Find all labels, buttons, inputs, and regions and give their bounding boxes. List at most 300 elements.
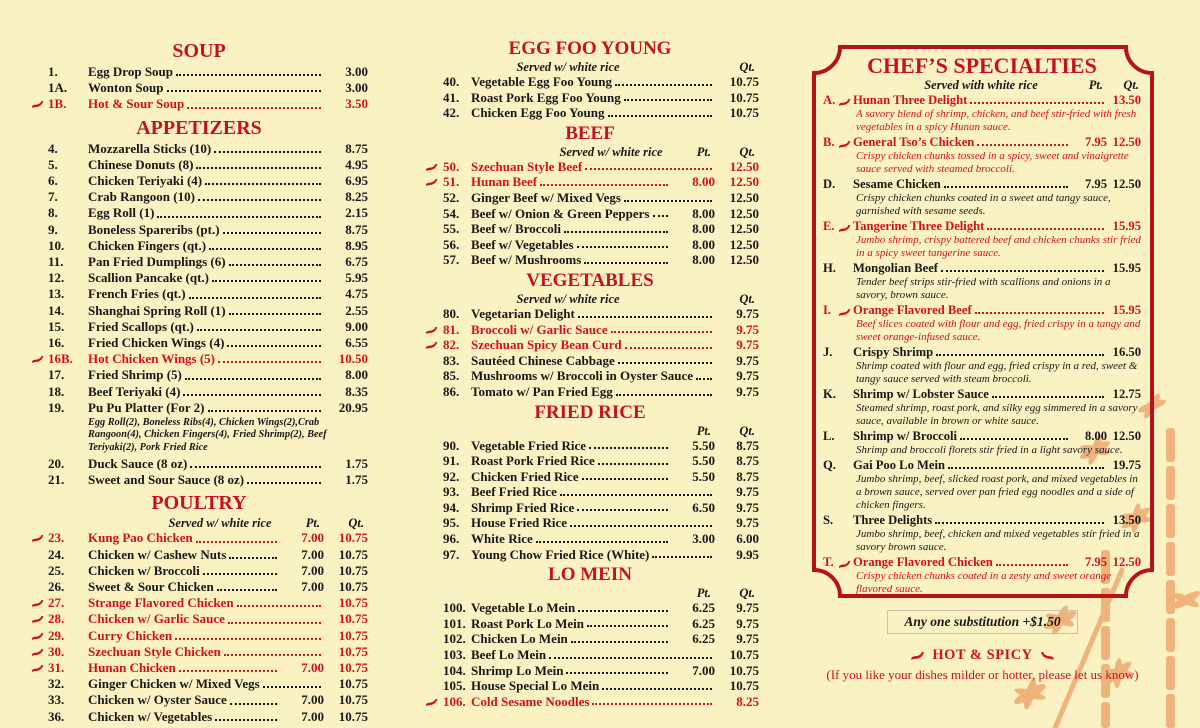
item-price-quart: 12.50: [729, 189, 759, 205]
item-price-quart: 5.95: [345, 270, 368, 286]
item-price-quart: 13.50: [1112, 513, 1141, 528]
spicy-marker-slot: [838, 348, 853, 360]
item-letter: B.: [823, 135, 835, 150]
item-number: 100.: [443, 600, 466, 616]
dotted-leader: [189, 297, 321, 299]
menu-item: [421, 616, 759, 632]
item-number: 105.: [443, 678, 466, 694]
specialty-item: [823, 303, 1141, 318]
menu-item: [30, 157, 368, 173]
menu-item: [421, 469, 759, 485]
price-column-header: Qt.: [739, 291, 755, 306]
dotted-leader: [215, 719, 277, 721]
item-name: Chicken Teriyaki (4): [88, 173, 203, 189]
item-price-quart: 10.75: [338, 578, 368, 594]
menu-item: [30, 335, 368, 351]
menu-item: [421, 694, 759, 710]
dotted-leader: [611, 331, 712, 333]
item-number: 20.: [48, 455, 65, 471]
menu-item: [30, 644, 368, 660]
item-number: 19.: [48, 399, 65, 415]
item-number: 28.: [48, 611, 65, 627]
dotted-leader: [223, 232, 321, 234]
dotted-leader: [589, 447, 668, 449]
item-number: 23.: [48, 530, 65, 546]
menu-item: [421, 90, 759, 106]
item-name: Gai Poo Lo Mein: [853, 458, 945, 473]
dotted-leader: [263, 686, 321, 688]
chili-pepper-icon: [31, 648, 45, 657]
item-name: Vegetable Egg Foo Young: [471, 74, 612, 89]
item-price-pint: 7.95: [1084, 177, 1107, 192]
chefs-specialties-panel: [812, 45, 1154, 598]
item-name: General Tso’s Chicken: [853, 135, 975, 150]
item-number: 102.: [443, 631, 466, 647]
item-price-quart: 1.75: [345, 472, 368, 488]
item-name: Sesame Chicken: [853, 177, 941, 192]
dotted-leader: [996, 564, 1068, 566]
item-price-quart: 10.75: [338, 708, 368, 724]
item-number: 9.: [48, 221, 58, 237]
menu-item: [30, 579, 368, 595]
dotted-leader: [196, 541, 277, 543]
item-name: Szechuan Style Chicken: [88, 643, 221, 659]
item-number: 5.: [48, 156, 58, 172]
item-price-quart: 15.95: [1112, 261, 1141, 276]
item-price-quart: 6.75: [345, 254, 368, 270]
item-name: Hunan Chicken: [88, 659, 176, 675]
section-title: BEEF: [565, 122, 615, 144]
item-number: 90.: [443, 437, 460, 453]
menu-item: [421, 174, 759, 190]
price-column-header: Pt.: [696, 144, 711, 159]
item-price-quart: 8.75: [736, 453, 759, 469]
dotted-leader: [977, 144, 1068, 146]
item-number: 52.: [443, 189, 460, 205]
item-letter: K.: [823, 387, 836, 402]
menu-item: [30, 628, 368, 644]
menu-item: [421, 484, 759, 500]
item-price-pint: 7.95: [1084, 135, 1107, 150]
dotted-leader: [578, 316, 712, 318]
menu-item: [421, 600, 759, 616]
chili-pepper-icon: [838, 560, 852, 569]
dotted-leader: [608, 115, 712, 117]
specialties-title: CHEF’S SPECIALTIES: [867, 53, 1097, 78]
item-description: Shrimp coated with flour and egg, fried crispy in a red, sweet & tangy sauce served with steam broccoli.: [856, 360, 1138, 386]
item-number: 55.: [443, 221, 460, 237]
item-number: 92.: [443, 468, 460, 484]
item-name: Tomato w/ Pan Fried Egg: [471, 383, 613, 399]
menu-column-left: [30, 0, 368, 725]
section-subhead: [421, 424, 759, 438]
menu-item: [421, 221, 759, 237]
menu-item: [30, 660, 368, 676]
section-title: VEGETABLES: [526, 269, 654, 291]
menu-item: [421, 453, 759, 469]
item-number: 14.: [48, 302, 65, 318]
item-price-pint: 8.00: [1084, 429, 1107, 444]
dotted-leader: [229, 557, 277, 559]
item-number: 86.: [443, 383, 460, 399]
item-price-pint: 6.25: [692, 615, 715, 631]
item-name: Egg Roll (1): [88, 205, 155, 221]
dotted-leader: [564, 231, 668, 233]
item-name: Shrimp Lo Mein: [471, 662, 564, 678]
item-number: 40.: [443, 74, 460, 89]
section-title: APPETIZERS: [136, 116, 262, 139]
item-letter: Q.: [823, 458, 836, 473]
chili-pepper-icon: [31, 534, 45, 543]
menu-item: [421, 647, 759, 663]
item-name: Strange Flavored Chicken: [88, 595, 234, 611]
section-title: EGG FOO YOUNG: [508, 38, 672, 59]
dotted-leader: [992, 396, 1104, 398]
item-price-pint: 7.00: [301, 546, 324, 562]
item-number: 85.: [443, 368, 460, 384]
chili-pepper-icon: [910, 651, 926, 661]
item-number: 101.: [443, 615, 466, 631]
dotted-leader: [560, 494, 712, 496]
dotted-leader: [624, 99, 712, 101]
chili-pepper-icon: [425, 326, 439, 335]
item-price-quart: 20.95: [338, 399, 368, 415]
item-price-quart: 9.75: [736, 515, 759, 531]
dotted-leader: [616, 394, 712, 396]
menu-item: [30, 563, 368, 579]
dotted-leader: [618, 362, 712, 364]
item-name: Szechuan Spicy Bean Curd: [471, 337, 622, 353]
section-subhead: [421, 145, 759, 159]
item-note: Egg Roll(2), Boneless Ribs(4), Chicken Wings(2),Crab Rangoon(4), Chicken Fingers(4), Fried Shrimp(2), Beef Teriyaki(2), Pork Fried Rice: [88, 417, 327, 453]
item-number: 103.: [443, 647, 466, 663]
served-note: Served w/ white rice: [516, 291, 620, 306]
item-number: 32.: [48, 676, 65, 692]
item-number: 26.: [48, 578, 65, 594]
item-price-quart: 10.75: [338, 595, 368, 611]
item-price-quart: 8.75: [345, 221, 368, 237]
item-price-pint: 8.00: [692, 252, 715, 268]
item-price-quart: 8.75: [345, 140, 368, 156]
item-name: Hunan Three Delight: [853, 93, 968, 107]
item-name: Egg Drop Soup: [88, 64, 174, 79]
menu-item: [421, 190, 759, 206]
item-name: Tangerine Three Delight: [853, 219, 985, 234]
chili-pepper-icon: [425, 163, 439, 172]
dotted-leader: [935, 522, 1104, 524]
item-number: 15.: [48, 318, 65, 334]
item-price-quart: 9.95: [736, 546, 759, 562]
item-name: Chicken w/ Cashew Nuts: [88, 546, 227, 562]
spicy-marker-slot: [838, 306, 853, 318]
price-column-header-pint: Pt.: [1088, 78, 1103, 92]
served-note: Served with white rice: [924, 78, 1038, 92]
item-price-quart: 12.50: [729, 221, 759, 237]
chili-pepper-icon: [1039, 651, 1055, 661]
item-number: 36.: [48, 708, 65, 724]
menu-item: [30, 189, 368, 205]
chili-pepper-icon: [31, 355, 45, 364]
menu-item: [421, 322, 759, 338]
item-number: 24.: [48, 546, 65, 562]
menu-item: [421, 547, 759, 563]
item-price-quart: 3.00: [345, 80, 368, 96]
dotted-leader: [987, 228, 1104, 230]
item-number: 42.: [443, 105, 460, 121]
spicy-marker-slot: [838, 138, 853, 150]
item-name: Ginger Chicken w/ Mixed Vegs: [88, 676, 260, 692]
item-number: 30.: [48, 643, 65, 659]
item-price-quart: 10.75: [729, 105, 759, 121]
item-number: 97.: [443, 546, 460, 562]
item-name: Hunan Beef: [471, 174, 538, 190]
item-price-quart: 12.50: [729, 236, 759, 252]
item-name: Mozzarella Sticks (10): [88, 140, 212, 156]
item-price-pint: 7.00: [301, 659, 324, 675]
item-name: Ginger Beef w/ Mixed Vegs: [471, 189, 621, 205]
menu-item: [30, 286, 368, 302]
specialty-item: [823, 261, 1141, 276]
dotted-leader: [205, 183, 321, 185]
item-price-quart: 15.95: [1112, 303, 1141, 318]
item-number: 1.: [48, 64, 58, 79]
item-price-quart: 13.50: [1112, 93, 1141, 107]
menu-item: [30, 676, 368, 692]
specialty-item: [823, 387, 1141, 402]
item-name: Mushrooms w/ Broccoli in Oyster Sauce: [471, 368, 694, 384]
item-letter: S.: [823, 513, 834, 528]
item-price-pint: 8.00: [692, 236, 715, 252]
item-name: Roast Pork Lo Mein: [471, 615, 585, 631]
item-price-quart: 2.15: [345, 205, 368, 221]
item-price-quart: 2.55: [345, 302, 368, 318]
menu-item: [30, 692, 368, 708]
item-letter: T.: [823, 555, 834, 570]
item-price-pint: 7.00: [301, 530, 324, 546]
item-price-quart: 1.75: [345, 455, 368, 471]
item-description: A savory blend of shrimp, chicken, and beef stir-fried with fresh vegetables in a spicy Hunan sauce.: [856, 108, 1137, 134]
item-price-quart: 10.75: [338, 643, 368, 659]
price-column-header: Qt.: [739, 423, 755, 438]
item-number: 41.: [443, 89, 460, 105]
menu-item: [30, 456, 368, 472]
item-name: Chicken Lo Mein: [471, 631, 568, 647]
item-price-quart: 9.75: [736, 615, 759, 631]
item-name: Sautéed Chinese Cabbage: [471, 352, 615, 368]
dotted-leader: [167, 90, 321, 92]
item-number: 31.: [48, 659, 65, 675]
dotted-leader: [585, 168, 712, 170]
served-note: Served w/ white rice: [516, 60, 620, 74]
menu-item: [30, 319, 368, 335]
menu-section: [30, 492, 368, 724]
item-letter: E.: [823, 219, 835, 234]
menu-footer: [795, 610, 1170, 683]
item-price-quart: 19.75: [1112, 458, 1141, 473]
item-number: 11.: [48, 254, 64, 270]
dotted-leader: [175, 638, 321, 640]
item-price-quart: 9.75: [736, 631, 759, 647]
item-number: 83.: [443, 352, 460, 368]
menu-item: [421, 159, 759, 175]
item-description: Steamed shrimp, roast pork, and silky egg simmered in a savory sauce, available in brown or white sauce.: [856, 402, 1138, 428]
menu-item: [421, 337, 759, 353]
item-name: Szechuan Style Beef: [471, 158, 583, 174]
spicy-marker-slot: [838, 558, 853, 570]
substitution-note-box: [887, 610, 1077, 634]
item-name: French Fries (qt.): [88, 286, 186, 302]
item-name: Shrimp Fried Rice: [471, 499, 575, 515]
item-name: Three Delights: [853, 513, 933, 528]
dotted-leader: [571, 641, 668, 643]
item-price-quart: 10.75: [338, 611, 368, 627]
menu-section: [421, 39, 759, 121]
item-price-quart: 3.50: [345, 96, 368, 112]
menu-item: [30, 709, 368, 725]
dotted-leader: [224, 654, 321, 656]
item-price-quart: 12.50: [729, 252, 759, 268]
menu-item: [30, 367, 368, 383]
item-price-quart: 8.25: [736, 693, 759, 709]
dotted-leader: [936, 354, 1104, 356]
item-number: 13.: [48, 286, 65, 302]
served-note: Served w/ white rice: [168, 516, 272, 531]
menu-item: [30, 173, 368, 189]
dotted-leader: [185, 378, 321, 380]
price-column-header: Pt.: [305, 516, 320, 531]
item-price-pint: 6.25: [692, 631, 715, 647]
price-column-header: Qt.: [739, 144, 755, 159]
price-column-header: Pt.: [696, 423, 711, 438]
spicy-marker-slot: [838, 461, 853, 473]
menu-item: [421, 237, 759, 253]
menu-item: [30, 547, 368, 563]
item-price-pint: 7.00: [301, 562, 324, 578]
item-price-quart: 9.75: [736, 383, 759, 399]
item-name: Chicken Egg Foo Young: [471, 105, 605, 121]
item-price-quart: 9.75: [736, 484, 759, 500]
dotted-leader: [577, 246, 668, 248]
specialty-item: [823, 555, 1141, 570]
item-number: 7.: [48, 189, 58, 205]
item-price-quart: 8.75: [736, 437, 759, 453]
section-subhead: [30, 516, 368, 530]
menu-item: [421, 105, 759, 121]
item-price-quart: 10.75: [338, 562, 368, 578]
item-price-quart: 3.00: [345, 64, 368, 79]
item-name: Orange Flavored Chicken: [853, 555, 993, 570]
item-name: Chicken w/ Broccoli: [88, 562, 200, 578]
item-name: Duck Sauce (8 oz): [88, 455, 188, 471]
dotted-leader: [625, 347, 712, 349]
item-number: 82.: [443, 337, 460, 353]
dotted-leader: [540, 184, 668, 186]
item-price-quart: 12.50: [1112, 555, 1141, 570]
hot-and-spicy-label: HOT & SPICY: [932, 647, 1033, 663]
item-price-quart: 9.75: [736, 305, 759, 321]
chili-pepper-icon: [31, 632, 45, 641]
dotted-leader: [652, 556, 712, 558]
dotted-leader: [615, 84, 712, 86]
item-letter: J.: [823, 345, 833, 360]
section-title: LO MEIN: [548, 564, 632, 586]
item-description: Beef slices coated with flour and egg, fried crispy in a tangy and sweet orange-infused sauce.: [856, 318, 1141, 344]
menu-item: [421, 500, 759, 516]
item-name: Crispy Shrimp: [853, 345, 934, 360]
item-name: Shrimp w/ Broccoli: [853, 429, 958, 444]
item-name: Roast Pork Fried Rice: [471, 453, 595, 469]
dotted-leader: [602, 688, 712, 690]
dotted-leader: [696, 378, 712, 380]
item-number: 21.: [48, 472, 65, 488]
item-name: Chinese Donuts (8): [88, 156, 194, 172]
item-price-pint: 7.00: [692, 662, 715, 678]
item-number: 4.: [48, 140, 58, 156]
dotted-leader: [570, 525, 712, 527]
section-title: POULTRY: [151, 492, 247, 515]
spicy-marker-slot: [838, 432, 853, 444]
item-number: 56.: [443, 236, 460, 252]
item-price-quart: 10.75: [338, 530, 368, 546]
item-number: 18.: [48, 383, 65, 399]
dotted-leader: [577, 509, 668, 511]
menu-item: [421, 438, 759, 454]
menu-item: [30, 205, 368, 221]
item-number: 16B.: [48, 351, 73, 367]
item-number: 17.: [48, 367, 65, 383]
item-name: Beef w/ Vegetables: [471, 236, 574, 252]
substitution-note: Any one substitution +$1.50: [904, 614, 1061, 629]
menu-item: [30, 96, 368, 112]
item-price-quart: 6.55: [345, 335, 368, 351]
dotted-leader: [227, 345, 321, 347]
item-name: Beef w/ Onion & Green Peppers: [471, 205, 650, 221]
item-description: Crispy chicken chunks coated in a zesty and sweet orange flavored sauce.: [856, 570, 1112, 596]
item-number: 57.: [443, 252, 460, 268]
dotted-leader: [157, 216, 321, 218]
dotted-leader: [549, 657, 712, 659]
menu-item: [421, 531, 759, 547]
item-price-quart: 6.95: [345, 173, 368, 189]
specialty-item: [823, 177, 1141, 192]
menu-item: [421, 384, 759, 400]
chili-pepper-icon: [838, 140, 852, 149]
item-price-quart: 10.75: [729, 89, 759, 105]
menu-item: [30, 80, 368, 96]
item-description: Jumbo shrimp, crispy battered beef and chicken chunks stir fried in a spicy sweet tangerine sauce.: [856, 234, 1141, 260]
menu-item: [30, 595, 368, 611]
item-number: 94.: [443, 499, 460, 515]
item-letter: D.: [823, 177, 836, 192]
item-name: Crab Rangoon (10): [88, 189, 195, 205]
item-letter: A.: [823, 93, 836, 107]
item-name: Fried Shrimp (5): [88, 367, 182, 383]
menu-section: [421, 403, 759, 563]
item-price-pint: 6.50: [692, 499, 715, 515]
menu-item: [421, 74, 759, 90]
chili-pepper-icon: [425, 178, 439, 187]
item-name: Hot & Sour Soup: [88, 96, 185, 112]
menu-item: [30, 400, 368, 416]
item-name: Beef w/ Mushrooms: [471, 252, 582, 268]
item-number: 81.: [443, 321, 460, 337]
chili-pepper-icon: [425, 341, 439, 350]
item-name: Sweet & Sour Chicken: [88, 578, 214, 594]
menu-item: [30, 222, 368, 238]
item-name: Mongolian Beef: [853, 261, 939, 276]
item-name: Orange Flavored Beef: [853, 303, 972, 318]
item-number: 8.: [48, 205, 58, 221]
